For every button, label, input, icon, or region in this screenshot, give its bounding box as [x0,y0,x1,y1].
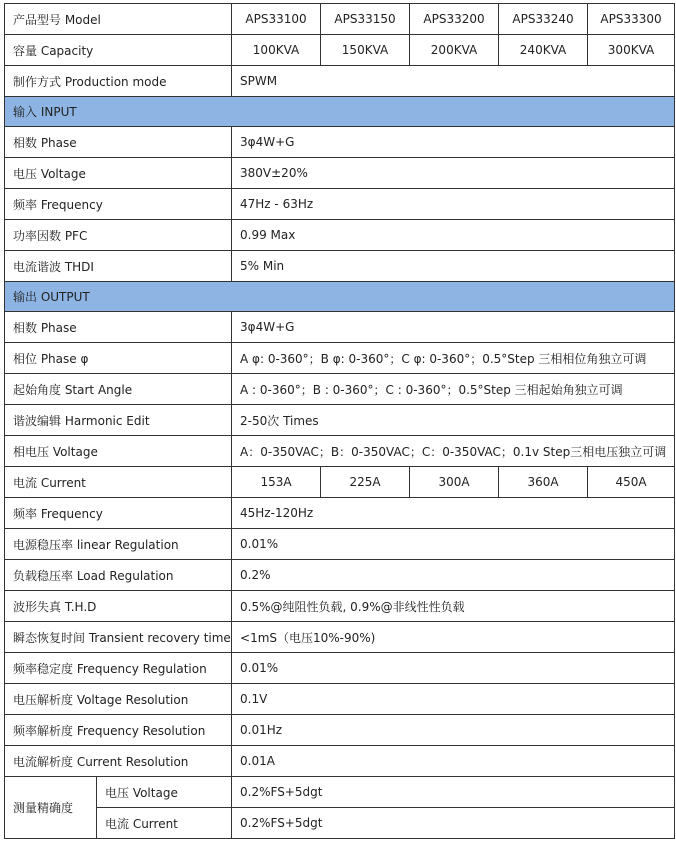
output-section-title: 输出 OUTPUT [5,282,675,312]
model-value: APS33150 [321,4,410,35]
spec-row [5,251,675,282]
spec-value: 0.5%@纯阻性负载, 0.9%@非线性性负载 [232,591,675,622]
measurement-sub-label: 电压 Voltage [97,777,232,808]
spec-label: 电压 Voltage [5,158,232,189]
production-mode-row [5,66,675,97]
input-section-title: 输入 INPUT [5,97,675,127]
spec-label: 谐波编辑 Harmonic Edit [5,405,232,436]
spec-row [5,715,675,746]
spec-value: 0.01A [232,746,675,777]
capacity-row [5,35,675,66]
spec-value: A φ: 0-360°；B φ: 0-360°；C φ: 0-360°；0.5°Step 三相相位角独立可调 [232,343,675,374]
spec-value: 3φ4W+G [232,312,675,343]
spec-row [5,220,675,251]
spec-label: 频率稳定度 Frequency Regulation [5,653,232,684]
spec-label: 功率因数 PFC [5,220,232,251]
spec-row [5,746,675,777]
measurement-row [5,777,675,808]
spec-value: A : 0-360°；B : 0-360°；C : 0-360°；0.5°Step 三相起始角独立可调 [232,374,675,405]
spec-value: 0.01% [232,653,675,684]
spec-value: 0.2% [232,560,675,591]
measurement-sub-label: 电流 Current [97,808,232,839]
spec-row [5,684,675,715]
model-value: APS33200 [410,4,499,35]
current-value: 225A [321,467,410,498]
capacity-value: 300KVA [588,35,675,66]
model-row [5,4,675,35]
spec-value: 380V±20% [232,158,675,189]
spec-value: 5% Min [232,251,675,282]
spec-value: 0.01Hz [232,715,675,746]
spec-row [5,529,675,560]
spec-label: 频率 Frequency [5,189,232,220]
spec-row [5,591,675,622]
spec-row [5,158,675,189]
capacity-value: 150KVA [321,35,410,66]
spec-row [5,312,675,343]
current-value: 450A [588,467,675,498]
spec-table [4,3,675,839]
spec-value: A：0-350VAC；B：0-350VAC；C：0-350VAC；0.1v Step三相电压独立可调 [232,436,675,467]
measurement-value: 0.2%FS+5dgt [232,777,675,808]
spec-label: 相数 Phase [5,127,232,158]
capacity-value: 200KVA [410,35,499,66]
measurement-row [5,808,675,839]
model-label: 产品型号 Model [5,4,232,35]
spec-row [5,374,675,405]
spec-value: 3φ4W+G [232,127,675,158]
spec-label: 负载稳压率 Load Regulation [5,560,232,591]
spec-row [5,405,675,436]
model-value: APS33240 [499,4,588,35]
spec-row [5,622,675,653]
spec-row [5,189,675,220]
spec-value: <1mS（电压10%-90%) [232,622,675,653]
model-value: APS33300 [588,4,675,35]
spec-value: 45Hz-120Hz [232,498,675,529]
spec-label: 电流解析度 Current Resolution [5,746,232,777]
spec-label: 电压解析度 Voltage Resolution [5,684,232,715]
current-label: 电流 Current [5,467,232,498]
spec-label: 相电压 Voltage [5,436,232,467]
model-value: APS33100 [232,4,321,35]
spec-value: 0.1V [232,684,675,715]
spec-label: 频率解析度 Frequency Resolution [5,715,232,746]
current-value: 153A [232,467,321,498]
spec-row [5,560,675,591]
spec-label: 电源稳压率 linear Regulation [5,529,232,560]
current-row [5,467,675,498]
spec-label: 瞬态恢复时间 Transient recovery time [5,622,232,653]
spec-row [5,498,675,529]
current-value: 300A [410,467,499,498]
spec-label: 相位 Phase φ [5,343,232,374]
spec-row [5,127,675,158]
capacity-value: 100KVA [232,35,321,66]
spec-row [5,343,675,374]
spec-value: 0.99 Max [232,220,675,251]
spec-label: 波形失真 T.H.D [5,591,232,622]
capacity-label: 容量 Capacity [5,35,232,66]
spec-value: 2-50次 Times [232,405,675,436]
current-value: 360A [499,467,588,498]
spec-value: 47Hz - 63Hz [232,189,675,220]
spec-row [5,653,675,684]
measurement-value: 0.2%FS+5dgt [232,808,675,839]
production-mode-value: SPWM [232,66,675,97]
input-section-header [5,97,675,127]
spec-label: 电流谐波 THDI [5,251,232,282]
capacity-value: 240KVA [499,35,588,66]
spec-label: 频率 Frequency [5,498,232,529]
production-mode-label: 制作方式 Production mode [5,66,232,97]
spec-label: 起始角度 Start Angle [5,374,232,405]
spec-row [5,436,675,467]
spec-label: 相数 Phase [5,312,232,343]
output-section-header [5,282,675,312]
spec-value: 0.01% [232,529,675,560]
measurement-label: 测量精确度 [5,777,97,839]
